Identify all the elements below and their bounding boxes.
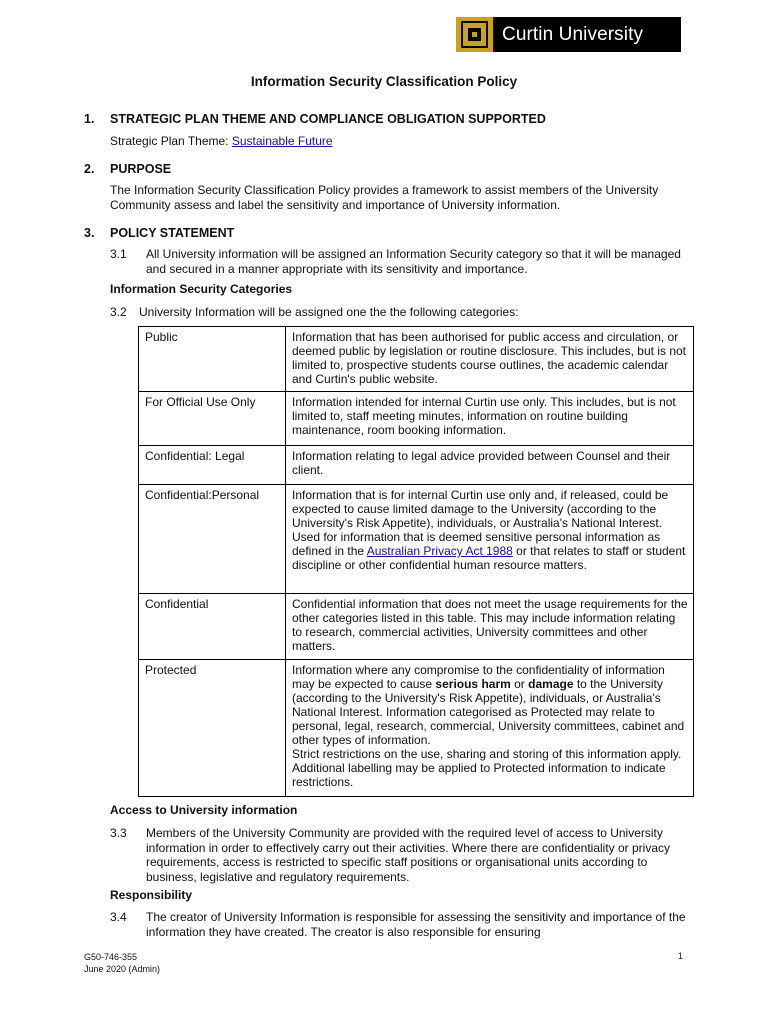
section-2-heading: PURPOSE (110, 162, 172, 176)
protected-desc-a: Information where any compromise to the confidentiality of information may be expected to cause (292, 663, 665, 691)
page-footer (84, 951, 160, 975)
category-description (286, 660, 694, 797)
document-title: Information Security Classification Policy (250, 74, 518, 89)
damage-text: damage (528, 677, 574, 691)
category-name: Confidential (139, 594, 286, 660)
section-2-number: 2. (84, 162, 95, 176)
section-3-number: 3. (84, 226, 95, 240)
document-id: G50-746-355 (84, 952, 138, 962)
category-description: Information intended for internal Curtin use only. This includes, but is not limited to, staff meeting minutes, information on routine building maintenance, room booking information. (286, 392, 694, 446)
privacy-act-link[interactable]: Australian Privacy Act 1988 (366, 544, 513, 558)
table-row (139, 660, 694, 797)
category-name: Protected (139, 660, 286, 797)
category-description: Information relating to legal advice provided between Counsel and their client. (286, 446, 694, 485)
clause-3-1-text: All University information will be assigned an Information Security category so that it will be managed and secured in a manner appropriate with its sensitivity and importance. (146, 247, 681, 276)
access-heading: Access to University information (110, 803, 298, 817)
clause-3-3-number: 3.3 (110, 826, 127, 840)
personal-desc-b: or that relates to staff or student discipline or other confidential human resource matters. (292, 544, 686, 572)
category-description: Information that has been authorised for public access and circulation, or deemed public by legislation or routine disclosure. This includes, but is not limited to, prospective students course outlines, the academic calendar and Curtin's public website. (286, 327, 694, 392)
personal-desc-a: Information that is for internal Curtin use only and, if released, could be expected to cause limited damage to the University (according to the University's Risk Appetite), individuals, or Australia's National Interest. Used for information that is deemed sensitive personal information as defined in the (292, 488, 669, 558)
sustainable-future-link[interactable]: Sustainable Future (231, 134, 333, 148)
serious-harm-text: serious harm (435, 677, 511, 691)
purpose-text: The Information Security Classification Policy provides a framework to assist members of the University Community assess and label the sensitivity and importance of University information. (110, 183, 659, 212)
table-row (139, 392, 694, 446)
logo-text: Curtin University (502, 24, 644, 45)
clause-3-1-number: 3.1 (110, 247, 127, 261)
category-name: Public (139, 327, 286, 392)
categories-heading: Information Security Categories (110, 282, 293, 296)
category-name: Confidential: Legal (139, 446, 286, 485)
responsibility-heading: Responsibility (110, 888, 193, 902)
section-1-number: 1. (84, 112, 95, 126)
categories-table (138, 326, 694, 797)
clause-3-4-number: 3.4 (110, 910, 127, 924)
table-row (139, 594, 694, 660)
clause-3-2-number: 3.2 (110, 305, 127, 319)
table-row (139, 446, 694, 485)
curtin-logo (456, 17, 681, 52)
section-1-heading: STRATEGIC PLAN THEME AND COMPLIANCE OBLIGATION SUPPORTED (110, 112, 546, 126)
table-row (139, 327, 694, 392)
category-description (286, 485, 694, 594)
category-description: Confidential information that does not meet the usage requirements for the other categories listed in this table. This may include information relating to research, commercial activities, University committees and other matters. (286, 594, 694, 660)
strategic-plan-theme (110, 134, 670, 149)
page-number: 1 (678, 951, 684, 961)
curtin-crest-icon (456, 17, 493, 52)
protected-desc-d: Strict restrictions on the use, sharing and storing of this information apply. Additional labelling may be applied to Protected information to indicate restrictions. (292, 747, 682, 789)
clause-3-4-text: The creator of University Information is responsible for assessing the sensitivity and importance of the information they have created. The creator is also responsible for ensuring (146, 910, 686, 939)
category-name: For Official Use Only (139, 392, 286, 446)
clause-3-2-text: University Information will be assigned one the the following categories: (139, 305, 519, 319)
protected-desc-c: to the University (according to the University's Risk Appetite), individuals, or Australia's National Interest. Information categorised as Protected may relate to personal, legal, research, commercial, University committees, cabinet and other types of information. (292, 677, 685, 747)
clause-3-3-text: Members of the University Community are provided with the required level of access to University information in order to effectively carry out their activities. Where there are confidentiality or privacy requirements, access is restricted to specific staff positions or organisational units according to business, legislative and regulatory requirements. (146, 826, 671, 884)
document-date: June 2020 (Admin) (84, 964, 161, 974)
category-name: Confidential:Personal (139, 485, 286, 594)
table-row (139, 485, 694, 594)
protected-desc-b: or (510, 677, 529, 691)
section-3-heading: POLICY STATEMENT (110, 226, 235, 240)
theme-label: Strategic Plan Theme: (110, 134, 232, 148)
